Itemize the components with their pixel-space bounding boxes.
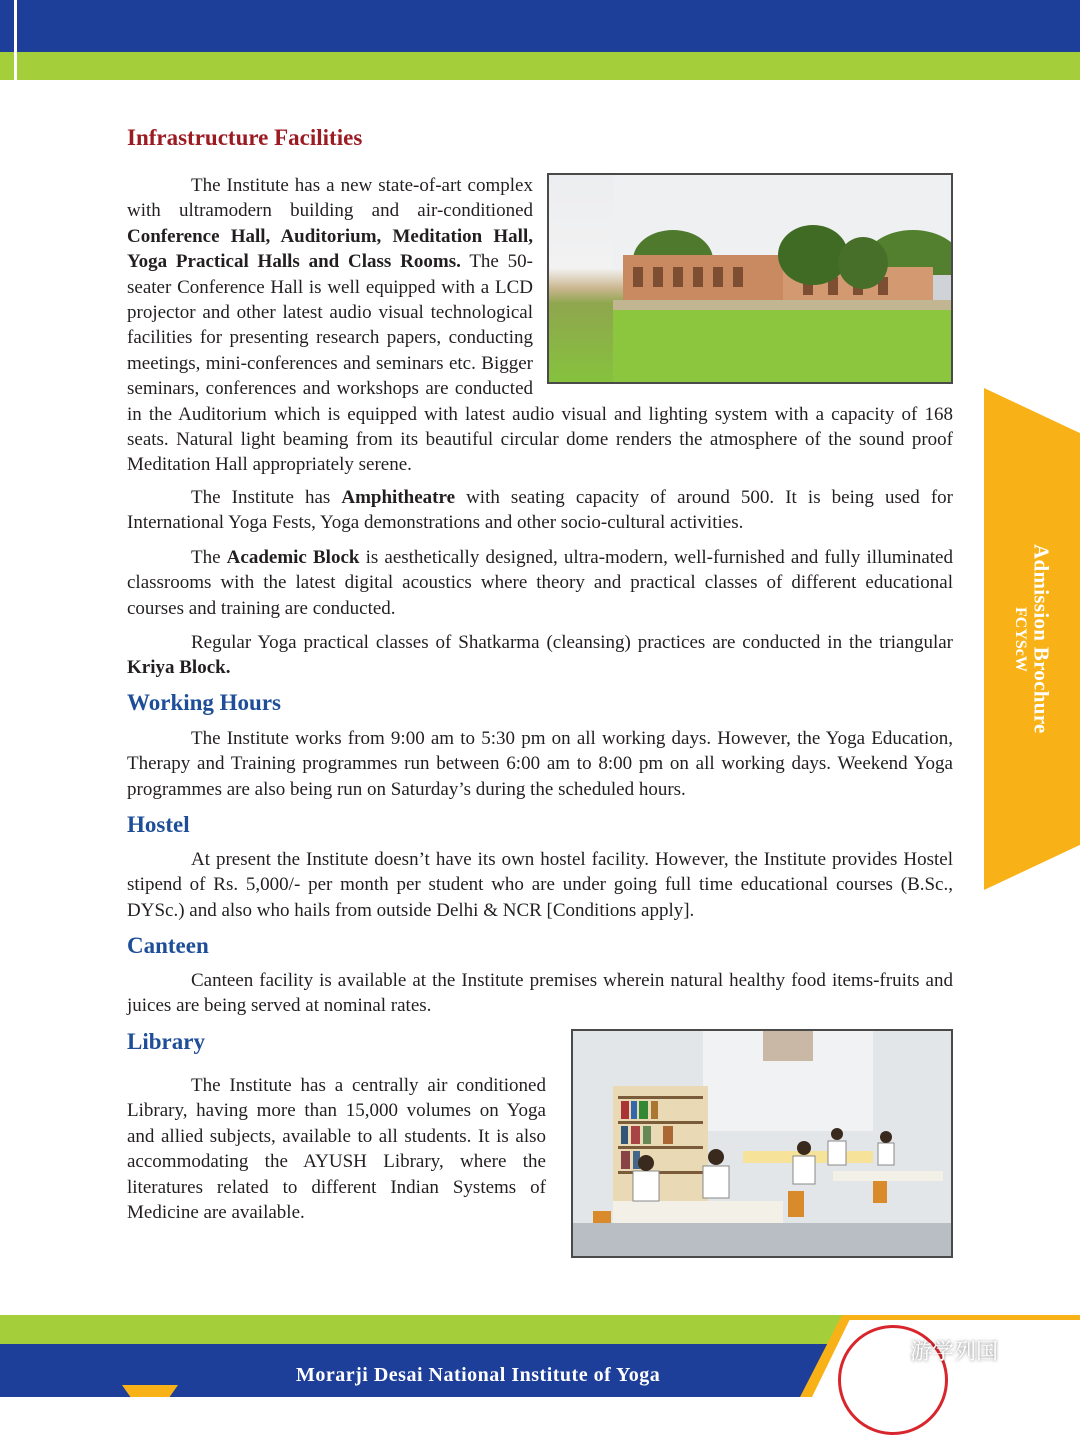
header-green-bar bbox=[0, 52, 1080, 80]
page-number-tab bbox=[122, 1385, 178, 1397]
library-illustration bbox=[573, 1031, 951, 1256]
building-photo bbox=[547, 173, 953, 384]
infra-p4-seg-1: Kriya Block. bbox=[127, 657, 231, 679]
canteen-paragraph: Canteen facility is available at the Institute premises wherein natural healthy food items-fruits and juices are being served at nominal rates. bbox=[127, 970, 953, 1017]
heading-working-hours: Working Hours bbox=[127, 690, 282, 715]
heading-infrastructure: Infrastructure Facilities bbox=[127, 125, 363, 150]
heading-hostel: Hostel bbox=[127, 812, 190, 837]
hostel-paragraph: At present the Institute doesn’t have its own hostel facility. However, the Institute provides Hostel stipend of Rs. 5,000/- per month per student who are under going full time educational courses (B.Sc., DYSc.) and also who hails from outside Delhi & NCR [Conditions apply]. bbox=[127, 849, 953, 921]
infra-p4-seg-0: Regular Yoga practical classes of Shatkarma (cleansing) practices are conducted in the triangular bbox=[191, 632, 953, 653]
infrastructure-paragraph-4 bbox=[127, 630, 953, 681]
infra-p2-seg-1: Amphitheatre bbox=[341, 487, 455, 508]
footer-institute-name: Morarji Desai National Institute of Yoga bbox=[296, 1364, 661, 1386]
infrastructure-paragraph-2 bbox=[127, 485, 953, 536]
heading-canteen: Canteen bbox=[127, 933, 209, 958]
building-illustration bbox=[613, 175, 951, 382]
header-stripe bbox=[14, 0, 17, 80]
infrastructure-paragraph-1 bbox=[127, 173, 953, 478]
library-photo bbox=[571, 1029, 953, 1258]
watermark-text: 游学列国 bbox=[910, 1340, 999, 1365]
infra-p1-seg-2: The 50-seater Conference Hall is well equipped with a LCD projector and other latest audio visual technological facilities for presenting research papers, conducting meetings, mini-conferences and seminars etc. Bigger seminars, conferences and workshops are conducted in the Auditorium which is equipped with latest audio visual and lighting system with a capacity of 168 seats. Natural light beaming from its beautiful circular dome renders the atmosphere of the sound proof Meditation Hall appropriately serene. bbox=[127, 251, 953, 476]
side-tab-title: Admission Brochure bbox=[1029, 544, 1054, 734]
heading-library: Library bbox=[127, 1029, 205, 1054]
infra-p1-seg-0: The Institute has a new state-of-art complex with ultramodern building and air-conditioned bbox=[127, 175, 533, 222]
working-hours-paragraph: The Institute works from 9:00 am to 5:30 pm on all working days. However, the Yoga Education, Therapy and Training programmes run between 6:00 am to 8:00 pm on all working days. Weekend Yoga programmes are also being run on Saturday’s during the scheduled hours. bbox=[127, 728, 953, 800]
infra-p3-seg-0: The bbox=[191, 547, 227, 568]
infra-p2-seg-2: with seating capacity of around 500. It is being used for International Yoga Fests, Yoga demonstrations and other socio-cultural activities. bbox=[127, 487, 953, 534]
infra-p3-seg-2: is aesthetically designed, ultra-modern, well-furnished and fully illuminated classrooms with the latest digital acoustics where theory and practical classes of different educational courses and training are conducted. bbox=[127, 547, 953, 619]
infra-p1-seg-1: Conference Hall, Auditorium, Meditation Hall, Yoga Practical Halls and Class Rooms. bbox=[127, 225, 533, 273]
infrastructure-paragraph-3 bbox=[127, 545, 953, 621]
infra-p3-seg-1: Academic Block bbox=[226, 547, 360, 568]
side-tab-subtitle: FCYScW bbox=[1012, 606, 1030, 672]
infra-p2-seg-0: The Institute has bbox=[191, 487, 342, 508]
header-blue-bar bbox=[0, 0, 1080, 52]
side-tab-label bbox=[984, 388, 1080, 890]
library-paragraph: The Institute has a centrally air conditioned Library, having more than 15,000 volumes on Yoga and allied subjects, available to all students. It is also accommodating the AYUSH Library, where the literatures related to different Indian Systems of Medicine are available. bbox=[127, 1075, 546, 1224]
